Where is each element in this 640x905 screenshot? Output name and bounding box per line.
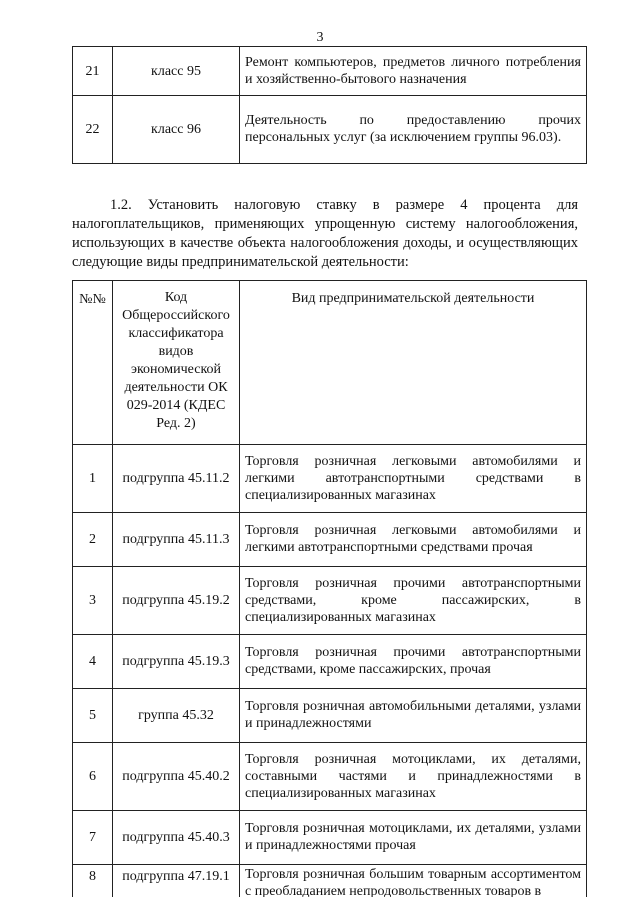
row-number: 5 [73,689,113,743]
activity-description: Торговля розничная прочими автотранспортными средствами, кроме пассажирских, прочая [240,635,587,689]
row-number: 8 [73,865,113,898]
activity-description: Ремонт компьютеров, предметов личного потребления и хозяйственно-бытового назначения [240,47,587,96]
row-number: 4 [73,635,113,689]
classifier-code: подгруппа 45.40.2 [113,743,240,811]
activity-description: Торговля розничная легковыми автомобилями и легкими автотранспортными средствами прочая [240,513,587,567]
classifier-code: подгруппа 45.11.2 [113,445,240,513]
table-row [73,865,587,898]
row-number: 21 [73,47,113,96]
activity-description: Торговля розничная мотоциклами, их деталями, узлами и принадлежностями прочая [240,811,587,865]
table-row [73,513,587,567]
classifier-code: подгруппа 45.19.2 [113,567,240,635]
clause-paragraph: 1.2. Установить налоговую ставку в размере 4 процента для налогоплательщиков, применяющих упрощенную систему налогообложения, использующих в качестве объекта налогообложения доходы, и осуществляющих следующие виды предпринимательской деятельности: [72,197,578,270]
header-number: №№ [73,281,113,445]
activity-description: Деятельность по предоставлению прочих персональных услуг (за исключением группы 96.03). [240,96,587,164]
header-activity: Вид предпринимательской деятельности [240,281,587,445]
classifier-code: класс 95 [113,47,240,96]
activity-description: Торговля розничная прочими автотранспортными средствами, кроме пассажирских, в специализированных магазинах [240,567,587,635]
header-code: Код Общероссийского классификатора видов экономической деятельности ОК 029-2014 (КДЕС Ред. 2) [113,281,240,445]
classifier-code: класс 96 [113,96,240,164]
activity-description: Торговля розничная автомобильными деталями, узлами и принадлежностями [240,689,587,743]
table-row [73,47,587,96]
classifier-code: подгруппа 45.11.3 [113,513,240,567]
table-row [73,635,587,689]
activity-description: Торговля розничная большим товарным ассортиментом с преобладанием непродовольственных товаров в [240,865,587,898]
classifier-code: подгруппа 47.19.1 [113,865,240,898]
table-header-row [73,281,587,445]
classifier-code: группа 45.32 [113,689,240,743]
activity-description: Торговля розничная легковыми автомобилями и легкими автотранспортными средствами в специализированных магазинах [240,445,587,513]
activity-table [72,280,587,897]
activity-description: Торговля розничная мотоциклами, их деталями, составными частями и принадлежностями в специализированных магазинах [240,743,587,811]
row-number: 3 [73,567,113,635]
table-row [73,445,587,513]
row-number: 7 [73,811,113,865]
row-number: 6 [73,743,113,811]
table-row [73,567,587,635]
page-number: 3 [316,30,324,45]
row-number: 1 [73,445,113,513]
classifier-code: подгруппа 45.19.3 [113,635,240,689]
continued-activity-table [72,46,587,164]
table-row [73,96,587,164]
table-row [73,689,587,743]
classifier-code: подгруппа 45.40.3 [113,811,240,865]
table-row [73,743,587,811]
table-row [73,811,587,865]
row-number: 2 [73,513,113,567]
row-number: 22 [73,96,113,164]
